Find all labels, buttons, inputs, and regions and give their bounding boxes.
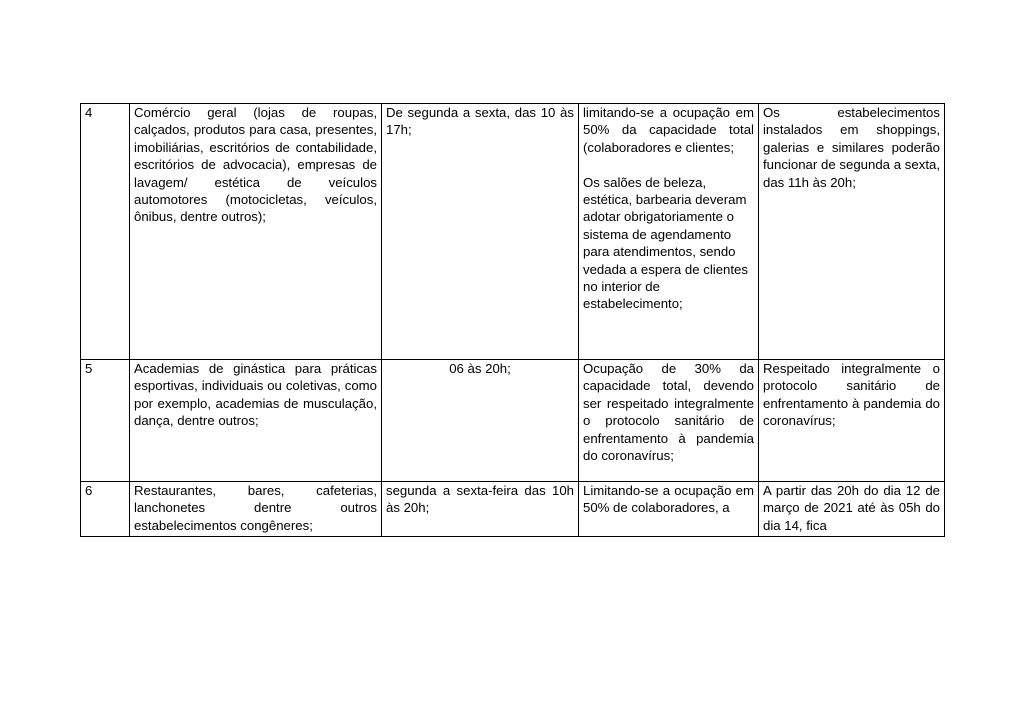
table-row: [81, 482, 945, 537]
row-number: 4: [81, 104, 130, 360]
observation-cell: A partir das 20h do dia 12 de março de 2021 até às 05h do dia 14, fica: [759, 482, 945, 537]
schedule-cell: 06 às 20h;: [382, 360, 579, 482]
capacity-cell: Limitando-se a ocupação em 50% de colaboradores, a: [579, 482, 759, 537]
table-row: [81, 360, 945, 482]
capacity-paragraph: limitando-se a ocupação em 50% da capacidade total (colaboradores e clientes;: [583, 105, 754, 155]
table-row: [81, 104, 945, 360]
activity-cell: Restaurantes, bares, cafeterias, lanchonetes dentre outros estabelecimentos congêneres;: [130, 482, 382, 537]
activity-cell: Academias de ginástica para práticas esportivas, individuais ou coletivas, como por exemplo, academias de musculação, dança, dentre outros;: [130, 360, 382, 482]
activity-cell: Comércio geral (lojas de roupas, calçados, produtos para casa, presentes, imobiliárias, escritórios de contabilidade, escritórios de advocacia), empresas de lavagem/ estética de veículos automotores (motocicletas, veículos, ônibus, dentre outros);: [130, 104, 382, 360]
schedule-cell: segunda a sexta-feira das 10h às 20h;: [382, 482, 579, 537]
capacity-cell: [579, 104, 759, 360]
row-number: 6: [81, 482, 130, 537]
observation-cell: Respeitado integralmente o protocolo sanitário de enfrentamento à pandemia do coronavírus;: [759, 360, 945, 482]
schedule-cell: De segunda a sexta, das 10 às 17h;: [382, 104, 579, 360]
observation-cell: Os estabelecimentos instalados em shoppings, galerias e similares poderão funcionar de segunda a sexta, das 11h às 20h;: [759, 104, 945, 360]
capacity-cell: Ocupação de 30% da capacidade total, devendo ser respeitado integralmente o protocolo sanitário de enfrentamento à pandemia do coronavírus;: [579, 360, 759, 482]
row-number: 5: [81, 360, 130, 482]
capacity-paragraph: Os salões de beleza, estética, barbearia deveram adotar obrigatoriamente o sistema de agendamento para atendimentos, sendo vedada a espera de clientes no interior de estabelecimento;: [583, 174, 748, 312]
schedule-table: [80, 103, 945, 537]
